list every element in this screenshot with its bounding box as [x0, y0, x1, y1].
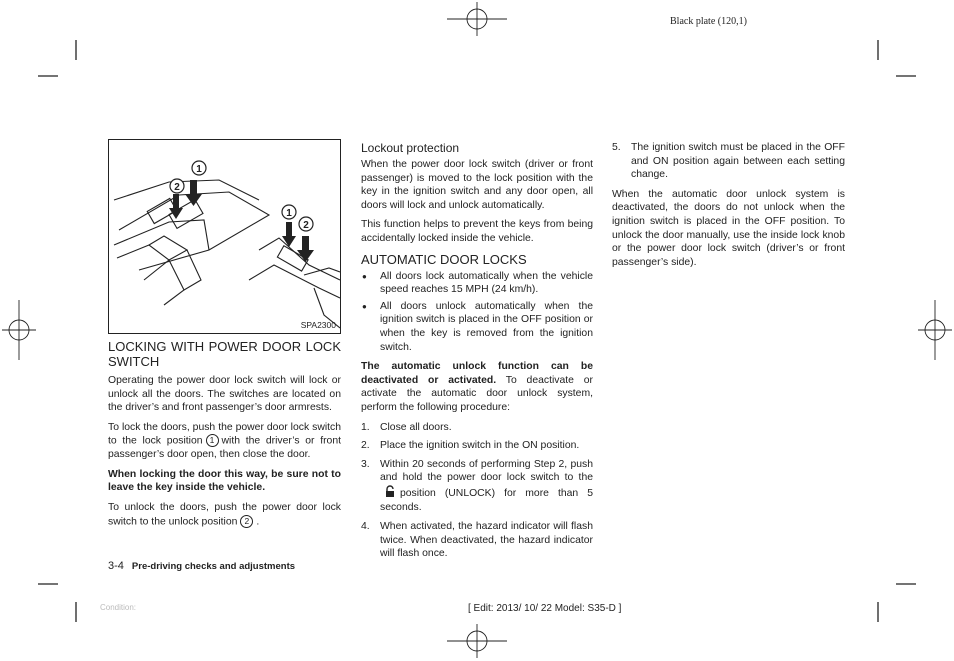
- page-number: 3-4: [108, 560, 124, 572]
- warning-paragraph: When locking the door this way, be sure not to leave the key inside the vehicle.: [108, 468, 341, 494]
- callout-1-label: 1: [196, 164, 202, 175]
- paragraph: Operating the power door lock switch will lock or unlock all the doors. The switches are located on the driver’s and front passenger’s door armrests.: [108, 375, 341, 414]
- unlock-icon: [385, 485, 395, 502]
- paragraph: To lock the doors, push the power door lock switch to the lock position 1 with the driver’s or front passenger’s door open, then close the door.: [108, 421, 341, 461]
- step-list: [612, 141, 845, 182]
- paragraph: To unlock the doors, push the power door lock switch to the unlock position 2 .: [108, 502, 341, 527]
- list-item: ● All doors unlock automatically when the ignition switch is placed in the OFF position or when the key is removed from the ignition switch.: [361, 300, 593, 354]
- column-2: [361, 141, 593, 567]
- section-heading: AUTOMATIC DOOR LOCKS: [361, 251, 527, 267]
- circled-number-2: 2: [240, 515, 253, 528]
- step-list: [361, 421, 593, 561]
- list-item: 4. When activated, the hazard indicator will flash twice. When deactivated, the hazard indicator will flash once.: [361, 521, 593, 560]
- list-item: 2. Place the ignition switch in the ON position.: [361, 440, 580, 452]
- list-item: ● All doors lock automatically when the vehicle speed reaches 15 MPH (24 km/h).: [361, 270, 593, 297]
- paragraph: When the automatic door unlock system is deactivated, the doors do not unlock when the ignition switch is placed in the OFF position. To unlock the door manually, use the inside lock knob or the power door lock switch (driver’s or front passenger’s side).: [612, 188, 845, 268]
- edit-info: [ Edit: 2013/ 10/ 22 Model: S35-D ]: [468, 603, 622, 614]
- circled-number-1: 1: [206, 434, 219, 447]
- list-item: 1. Close all doors.: [361, 421, 452, 433]
- figure-code: SPA2300: [300, 320, 336, 330]
- paragraph: This function helps to prevent the keys from being accidentally locked inside the vehicle.: [361, 219, 593, 244]
- list-item: 3. Within 20 seconds of performing Step 2, push and hold the power door lock switch to theposition (UNLOCK) for more than 5 seconds.: [361, 458, 593, 514]
- list-item: 5. The ignition switch must be placed in the OFF and ON position again between each setting change.: [612, 142, 845, 181]
- subheading: Lockout protection: [361, 141, 460, 155]
- callout-2-label: 2: [303, 220, 309, 231]
- paragraph: The automatic unlock function can be deactivated or activated. To deactivate or activate the automatic door unlock system, perform the following procedure:: [361, 361, 593, 413]
- armrest-switch-drawing: [109, 140, 340, 333]
- bullet-list: [361, 270, 593, 355]
- column-1: [108, 339, 341, 534]
- door-switch-illustration: [108, 139, 341, 334]
- page-footer: [108, 560, 295, 572]
- paragraph: When the power door lock switch (driver or front passenger) is moved to the lock position with the key in the ignition switch and any door open, all doors will lock and unlock automatically.: [361, 159, 593, 211]
- condition-label: Condition:: [100, 603, 137, 612]
- plate-header: Black plate (120,1): [670, 16, 747, 27]
- callout-2-label: 2: [174, 182, 180, 193]
- callout-1-label: 1: [286, 208, 292, 219]
- section-heading: LOCKING WITH POWER DOOR LOCK SWITCH: [108, 339, 341, 369]
- section-title: Pre-driving checks and adjustments: [131, 561, 296, 572]
- column-3: [612, 141, 845, 275]
